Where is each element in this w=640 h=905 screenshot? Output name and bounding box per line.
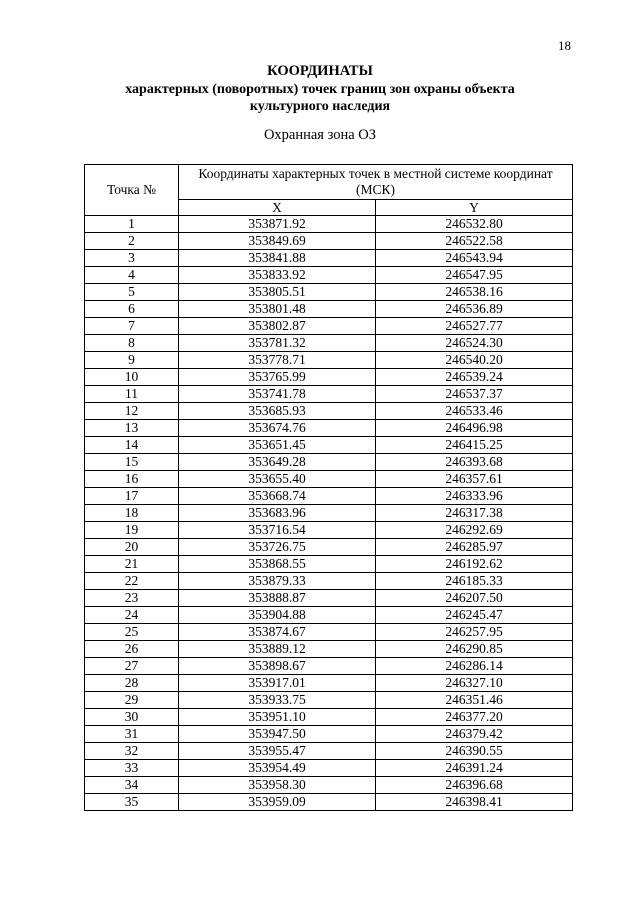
cell-x: 353833.92 xyxy=(179,267,376,284)
cell-point-number: 32 xyxy=(85,743,179,760)
cell-point-number: 20 xyxy=(85,539,179,556)
cell-x: 353958.30 xyxy=(179,777,376,794)
cell-y: 246533.46 xyxy=(376,403,573,420)
cell-y: 246192.62 xyxy=(376,556,573,573)
cell-x: 353674.76 xyxy=(179,420,376,437)
cell-point-number: 18 xyxy=(85,505,179,522)
cell-y: 246379.42 xyxy=(376,726,573,743)
cell-point-number: 26 xyxy=(85,641,179,658)
cell-y: 246538.16 xyxy=(376,284,573,301)
cell-y: 246317.38 xyxy=(376,505,573,522)
cell-x: 353726.75 xyxy=(179,539,376,556)
cell-y: 246390.55 xyxy=(376,743,573,760)
table-row xyxy=(85,454,573,471)
cell-x: 353778.71 xyxy=(179,352,376,369)
document-heading xyxy=(0,62,640,115)
cell-y: 246377.20 xyxy=(376,709,573,726)
cell-x: 353954.49 xyxy=(179,760,376,777)
cell-point-number: 21 xyxy=(85,556,179,573)
table-row xyxy=(85,403,573,420)
table-row xyxy=(85,675,573,692)
cell-x: 353651.45 xyxy=(179,437,376,454)
cell-x: 353879.33 xyxy=(179,573,376,590)
cell-y: 246285.97 xyxy=(376,539,573,556)
table-row xyxy=(85,658,573,675)
cell-point-number: 25 xyxy=(85,624,179,641)
page-number: 18 xyxy=(558,38,571,53)
header-y: Y xyxy=(376,200,573,216)
table-row xyxy=(85,573,573,590)
table-row xyxy=(85,471,573,488)
cell-point-number: 17 xyxy=(85,488,179,505)
cell-x: 353683.96 xyxy=(179,505,376,522)
cell-y: 246393.68 xyxy=(376,454,573,471)
table-row xyxy=(85,216,573,233)
cell-point-number: 29 xyxy=(85,692,179,709)
table-row xyxy=(85,641,573,658)
cell-point-number: 5 xyxy=(85,284,179,301)
cell-y: 246391.24 xyxy=(376,760,573,777)
table-header xyxy=(85,165,573,216)
cell-y: 246532.80 xyxy=(376,216,573,233)
zone-label: Охранная зона ОЗ xyxy=(263,127,377,143)
cell-x: 353655.40 xyxy=(179,471,376,488)
cell-y: 246286.14 xyxy=(376,658,573,675)
table-row xyxy=(85,505,573,522)
cell-x: 353668.74 xyxy=(179,488,376,505)
cell-x: 353917.01 xyxy=(179,675,376,692)
cell-point-number: 10 xyxy=(85,369,179,386)
table-row xyxy=(85,794,573,811)
cell-point-number: 28 xyxy=(85,675,179,692)
cell-point-number: 9 xyxy=(85,352,179,369)
table-row xyxy=(85,318,573,335)
cell-point-number: 12 xyxy=(85,403,179,420)
cell-x: 353649.28 xyxy=(179,454,376,471)
cell-x: 353781.32 xyxy=(179,335,376,352)
cell-x: 353802.87 xyxy=(179,318,376,335)
cell-point-number: 2 xyxy=(85,233,179,250)
cell-y: 246522.58 xyxy=(376,233,573,250)
table-row xyxy=(85,267,573,284)
cell-y: 246398.41 xyxy=(376,794,573,811)
table-row xyxy=(85,709,573,726)
document-title: КООРДИНАТЫ xyxy=(267,63,373,79)
table-row xyxy=(85,335,573,352)
table-row xyxy=(85,301,573,318)
cell-point-number: 14 xyxy=(85,437,179,454)
cell-point-number: 1 xyxy=(85,216,179,233)
cell-y: 246257.95 xyxy=(376,624,573,641)
cell-point-number: 7 xyxy=(85,318,179,335)
cell-y: 246185.33 xyxy=(376,573,573,590)
cell-point-number: 24 xyxy=(85,607,179,624)
table-row xyxy=(85,284,573,301)
cell-point-number: 13 xyxy=(85,420,179,437)
table-body xyxy=(85,216,573,811)
table-row xyxy=(85,233,573,250)
table-row xyxy=(85,556,573,573)
cell-x: 353716.54 xyxy=(179,522,376,539)
cell-point-number: 3 xyxy=(85,250,179,267)
cell-y: 246333.96 xyxy=(376,488,573,505)
cell-y: 246547.95 xyxy=(376,267,573,284)
table-row xyxy=(85,692,573,709)
cell-x: 353898.67 xyxy=(179,658,376,675)
cell-x: 353849.69 xyxy=(179,233,376,250)
cell-y: 246540.20 xyxy=(376,352,573,369)
cell-x: 353871.92 xyxy=(179,216,376,233)
header-coordinates-group: Координаты характерных точек в местной системе координат (МСК) xyxy=(179,165,573,200)
cell-point-number: 27 xyxy=(85,658,179,675)
cell-x: 353874.67 xyxy=(179,624,376,641)
cell-y: 246536.89 xyxy=(376,301,573,318)
table-row xyxy=(85,624,573,641)
table-row xyxy=(85,352,573,369)
cell-x: 353741.78 xyxy=(179,386,376,403)
cell-x: 353959.09 xyxy=(179,794,376,811)
cell-point-number: 11 xyxy=(85,386,179,403)
header-x: X xyxy=(179,200,376,216)
table-row xyxy=(85,386,573,403)
table-row xyxy=(85,607,573,624)
cell-y: 246245.47 xyxy=(376,607,573,624)
cell-x: 353805.51 xyxy=(179,284,376,301)
cell-y: 246527.77 xyxy=(376,318,573,335)
cell-point-number: 34 xyxy=(85,777,179,794)
cell-point-number: 30 xyxy=(85,709,179,726)
cell-x: 353904.88 xyxy=(179,607,376,624)
cell-y: 246415.25 xyxy=(376,437,573,454)
cell-y: 246351.46 xyxy=(376,692,573,709)
cell-point-number: 4 xyxy=(85,267,179,284)
cell-point-number: 33 xyxy=(85,760,179,777)
cell-x: 353888.87 xyxy=(179,590,376,607)
cell-point-number: 23 xyxy=(85,590,179,607)
cell-y: 246524.30 xyxy=(376,335,573,352)
document-subtitle: характерных (поворотных) точек границ зон охраны объекта культурного наследия xyxy=(125,82,515,114)
coordinates-table xyxy=(84,164,573,811)
cell-point-number: 8 xyxy=(85,335,179,352)
table-row xyxy=(85,420,573,437)
table-row xyxy=(85,250,573,267)
cell-y: 246357.61 xyxy=(376,471,573,488)
table-row xyxy=(85,743,573,760)
cell-point-number: 22 xyxy=(85,573,179,590)
cell-point-number: 35 xyxy=(85,794,179,811)
cell-point-number: 19 xyxy=(85,522,179,539)
cell-y: 246543.94 xyxy=(376,250,573,267)
cell-y: 246396.68 xyxy=(376,777,573,794)
header-point-number: Точка № xyxy=(85,165,179,216)
cell-y: 246290.85 xyxy=(376,641,573,658)
cell-x: 353933.75 xyxy=(179,692,376,709)
cell-y: 246496.98 xyxy=(376,420,573,437)
table-row xyxy=(85,760,573,777)
cell-x: 353955.47 xyxy=(179,743,376,760)
cell-y: 246327.10 xyxy=(376,675,573,692)
cell-point-number: 6 xyxy=(85,301,179,318)
table-row xyxy=(85,488,573,505)
cell-x: 353947.50 xyxy=(179,726,376,743)
table-row xyxy=(85,522,573,539)
table-row xyxy=(85,726,573,743)
cell-x: 353951.10 xyxy=(179,709,376,726)
cell-x: 353765.99 xyxy=(179,369,376,386)
table-row xyxy=(85,777,573,794)
cell-x: 353889.12 xyxy=(179,641,376,658)
cell-x: 353868.55 xyxy=(179,556,376,573)
cell-y: 246539.24 xyxy=(376,369,573,386)
table-row xyxy=(85,590,573,607)
cell-x: 353801.48 xyxy=(179,301,376,318)
table-row xyxy=(85,539,573,556)
cell-y: 246207.50 xyxy=(376,590,573,607)
cell-point-number: 31 xyxy=(85,726,179,743)
cell-point-number: 16 xyxy=(85,471,179,488)
cell-y: 246292.69 xyxy=(376,522,573,539)
table-row xyxy=(85,437,573,454)
cell-point-number: 15 xyxy=(85,454,179,471)
cell-x: 353841.88 xyxy=(179,250,376,267)
cell-x: 353685.93 xyxy=(179,403,376,420)
cell-y: 246537.37 xyxy=(376,386,573,403)
table-row xyxy=(85,369,573,386)
